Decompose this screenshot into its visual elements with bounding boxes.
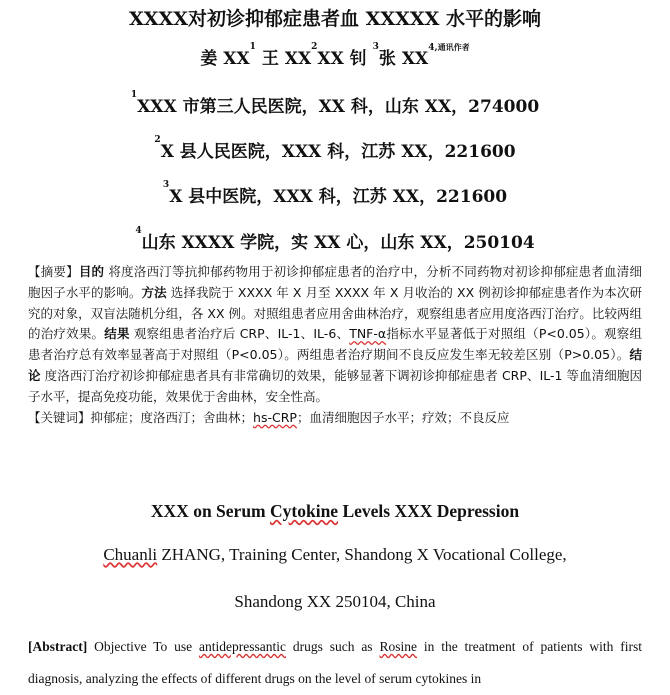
affiliation-3-text: X 县中医院，XXX 科，江苏 XX，221600: [169, 187, 508, 207]
author-1-sup: 1: [249, 42, 256, 52]
spellcheck-hscrp: hs-CRP: [253, 409, 297, 425]
affiliation-3-sup: 3: [162, 180, 170, 190]
affiliation-1-text: XXX 市第三人民医院，XX 科，山东 XX，274000: [137, 97, 540, 117]
spellcheck-cytokine: Cytokine: [270, 501, 339, 521]
affiliation-4-sup: 4: [135, 226, 142, 236]
chinese-abstract: [28, 262, 642, 428]
keywords-pre: 抑郁症；度洛西汀；舍曲林；: [90, 409, 254, 425]
author-3-sup: 3: [372, 42, 379, 52]
english-abstract: [28, 631, 642, 695]
heading-method: 方法: [141, 284, 167, 300]
abstract-label: 【摘要】: [28, 264, 79, 279]
affiliation-3: [0, 182, 670, 207]
author-4: 张 XX: [378, 49, 429, 69]
spellcheck-chuanli: Chuanli: [103, 545, 158, 564]
heading-result: 结果: [104, 326, 130, 342]
conclusion-text: 度洛西汀治疗初诊抑郁症患者具有非常确切的效果，能够显著下调初诊抑郁症患者 CRP、IL-1 等血清细胞因子水平，提高免疫功能，效果优于舍曲林，安全性高。: [28, 367, 642, 404]
author-2-sup: 2: [311, 42, 318, 52]
abstract-paragraph: [28, 262, 642, 408]
english-abstract-label: [Abstract]: [28, 639, 88, 654]
affiliation-4: [0, 228, 670, 253]
paper-title: XXXX对初诊抑郁症患者血 XXXXX 水平的影响: [129, 8, 541, 30]
affiliation-1: [0, 92, 670, 117]
english-author-line: Chuanli ZHANG, Training Center, Shandong X Vocational College,: [103, 545, 567, 564]
method-text: 选择我院于 XXXX 年 X 月至 XXXX 年 X 月收治的 XX 例初诊抑郁症患者作为本次研究的对象，双盲法随机分组，各 XX 例。对照组患者应用舍曲林治疗，观察组患者应用度洛西汀治疗。比较两组的治疗效果。: [28, 284, 642, 342]
spellcheck-antidepressantic: antidepressantic: [199, 639, 286, 654]
result-text-post: 指标水平显著低于对照组（P<0.05）。观察组患者治疗总有效率显著高于对照组（P<0.05）。两组患者治疗期间不良反应发生率无较差区别（P>0.05）。: [28, 326, 642, 363]
heading-conclusion: 结论: [28, 347, 642, 383]
english-title: XXX on Serum Cytokine Levels XXX Depression: [150, 501, 520, 521]
corresponding-author-note: 通讯作者: [437, 42, 470, 52]
keywords-post: ；血清细胞因子水平；疗效；不良反应: [296, 409, 510, 425]
spellcheck-tnf: TNF-α: [349, 326, 387, 342]
affiliation-1-sup: 1: [130, 90, 138, 100]
affiliation-2: [0, 137, 670, 162]
english-abstract-paragraph: [Abstract] Objective To use antidepressantic drugs such as Rosine in the treatment of patients with first diagnosis, analyzing the effects of different drugs on the level of serum cytokines in: [28, 639, 642, 686]
author-4-sup: 4,通讯作者: [428, 42, 470, 53]
affiliation-4-text: 山东 XXXX 学院，实 XX 心，山东 XX，250104: [141, 233, 535, 253]
spellcheck-rosine: Rosine: [379, 639, 417, 654]
affiliation-2-sup: 2: [154, 135, 161, 145]
author-3: XX 钊: [317, 49, 367, 69]
keywords-paragraph: [28, 408, 642, 429]
result-text-pre: 观察组患者治疗后 CRP、IL-1、IL-6、: [129, 326, 350, 342]
author-1: 姜 XX: [200, 49, 250, 69]
author-2: 王 XX: [261, 49, 312, 69]
heading-purpose: 目的: [78, 264, 105, 279]
keywords-label: 【关键词】: [28, 409, 91, 425]
affiliation-2-text: X 县人民医院，XXX 科，江苏 XX，221600: [160, 142, 516, 162]
author-list: [0, 44, 670, 69]
purpose-text: 将度洛西汀等抗抑郁药物用于初诊抑郁症患者的治疗中，分析不同药物对初诊抑郁症患者血清细胞因子水平的影响。: [28, 264, 642, 300]
english-address: Shandong XX 250104, China: [234, 592, 436, 611]
